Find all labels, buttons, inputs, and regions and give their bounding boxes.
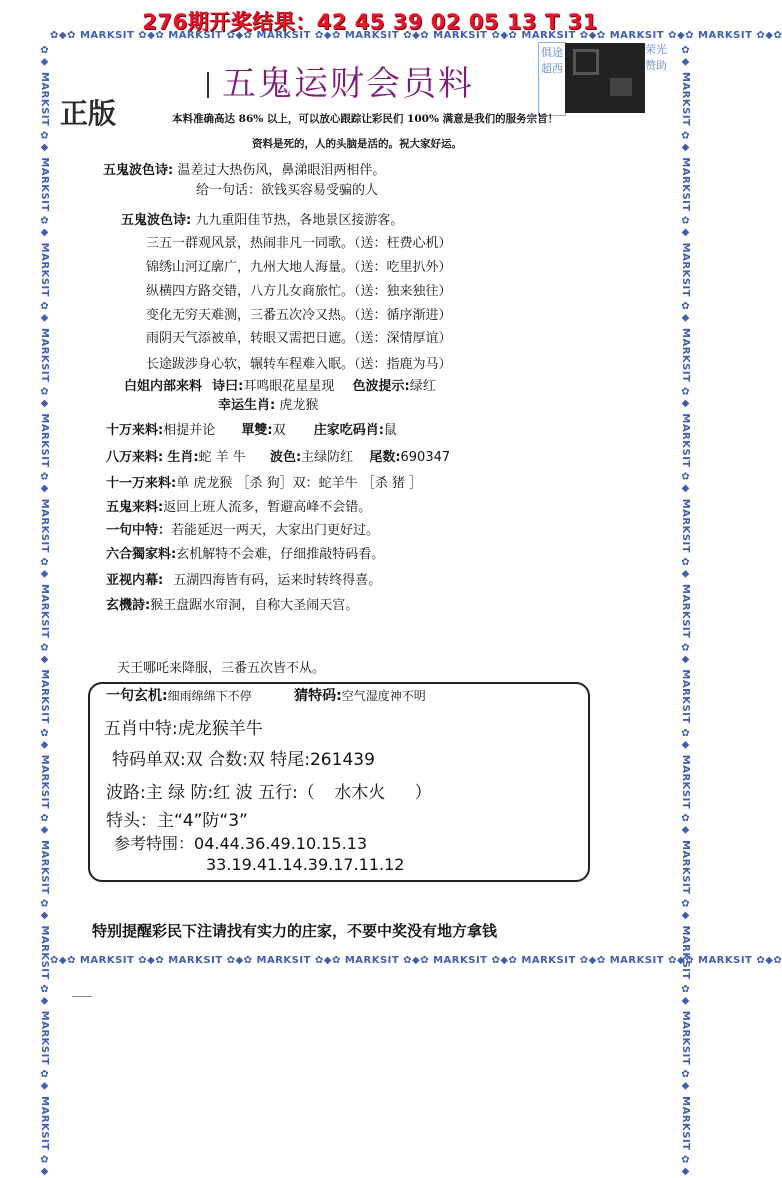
- poem1-label: 五鬼波色诗:: [103, 163, 174, 178]
- wugui-label: 五鬼来料:: [106, 500, 164, 515]
- lucky-label: 幸运生肖:: [218, 398, 276, 413]
- shiwan-row: [106, 419, 397, 438]
- baijie-poem: 耳鸣眼花星星现: [243, 379, 335, 394]
- shiyiwan-value: 单 虎龙猴 ［杀 狗］双：蛇羊牛 ［杀 猪 ］: [176, 476, 422, 491]
- bawan-label: 八万来料:: [106, 450, 164, 465]
- bawan-bs-label: 波色:: [269, 450, 302, 465]
- draw-result-banner: 276期开奖结果：42 45 39 02 05 13 T 31: [142, 10, 598, 34]
- poem2-first-line: 九九重阳佳节热，各地景区接游客。: [195, 213, 404, 228]
- liuhe-row: [106, 543, 384, 562]
- shiwan-label: 十万来料:: [106, 423, 164, 438]
- shiwan-value: 相提并论: [163, 423, 216, 438]
- page-title: 五鬼运财会员料: [222, 64, 474, 104]
- poem2-line: 三五一群观风景，热闹非凡一同歌。（送：枉费心机）: [146, 236, 452, 251]
- box-row3: 特码单双:双 合数:双 特尾:261439: [112, 750, 375, 770]
- xuanji-label: 玄機詩:: [106, 598, 151, 613]
- box-xuanji-row: [106, 685, 426, 705]
- wugui-value: 返回上班人流多，暂避高峰不会错。: [163, 500, 372, 515]
- box-row4-value: 水木火: [334, 783, 386, 803]
- title-divider: [207, 72, 209, 98]
- qr-code-image: [565, 43, 645, 113]
- box-row4-close: ）: [414, 783, 432, 803]
- bawan-ws: 690347: [400, 450, 451, 465]
- wugui-row: [106, 496, 371, 515]
- box-row4: [106, 778, 432, 803]
- yashi-value: 五湖四海皆有码，运来时转终得喜。: [173, 573, 382, 588]
- poem2-row: [121, 209, 403, 228]
- poem2-line: 雨阴天气添被单，转眼又需把日遮。（送：深情厚谊）: [146, 331, 452, 346]
- frame-top-text: ✿◆✿ MARKSIT ✿◆✿ MARKSIT ✿◆✿ MARKSIT ✿◆✿ MARKSIT ✿◆✿ MARKSIT ✿◆✿ MARKSIT ✿◆✿ MARKSIT ✿◆✿ MARKSIT ✿◆✿: [50, 30, 782, 41]
- danshuang-label: 單雙:: [241, 423, 273, 438]
- poem1-line2: 给一句话：欲钱买容易受骗的人: [196, 183, 379, 198]
- authentic-label: 正版: [60, 97, 117, 130]
- xuanji-value: 猴王盘踞水帘洞，自称大圣闹天宫。: [150, 598, 359, 613]
- bottom-reminder: 特别提醒彩民下注请找有实力的庄家，不要中奖没有地方拿钱: [92, 922, 498, 940]
- frame-left-pattern: ✿◆ MARKSIT ✿◆ MARKSIT ✿◆ MARKSIT ✿◆ MARKSIT ✿◆ MARKSIT ✿◆ MARKSIT ✿◆ MARKSIT ✿◆ MARKSIT ✿◆ MARKSIT ✿◆ MARKSIT ✿◆ MARKSIT ✿◆ MARKSIT ✿◆ MARKSIT ✿◆: [39, 45, 50, 1178]
- liuhe-value: 玄机解特不会难，仔细推敲特码看。: [176, 547, 385, 562]
- box-ref-row: [114, 831, 367, 854]
- poem2-line: 纵横四方路交错，八方儿女商旅忙。（送：独来独往）: [146, 284, 452, 299]
- box-caite-value: 空气湿度神不明: [341, 689, 426, 703]
- yiju-value: 若能延迟一两天，大家出门更好过。: [171, 523, 380, 538]
- bawan-bs: 主绿防红: [301, 450, 354, 465]
- box-row4-label: 波路:主 绿 防:红 波 五行:（: [106, 783, 315, 803]
- baijie-color-label: 色波提示:: [352, 379, 410, 394]
- zhuangjia-value: 鼠: [383, 423, 397, 438]
- extra-line: 天王哪吒来降服，三番五次皆不从。: [117, 661, 326, 676]
- yiju-row: [106, 519, 379, 538]
- yashi-row: [106, 569, 381, 588]
- shiyiwan-label: 十一万来料:: [106, 476, 177, 491]
- shiyiwan-row: [106, 472, 422, 491]
- frame-right-pattern: ✿◆ MARKSIT ✿◆ MARKSIT ✿◆ MARKSIT ✿◆ MARKSIT ✿◆ MARKSIT ✿◆ MARKSIT ✿◆ MARKSIT ✿◆ MARKSIT ✿◆ MARKSIT ✿◆ MARKSIT ✿◆ MARKSIT ✿◆ MARKSIT ✿◆ MARKSIT ✿◆: [680, 45, 691, 1178]
- poem1-row: [103, 159, 385, 178]
- box-row5: 特头：主“4”防“3”: [106, 811, 248, 831]
- baijie-row: [124, 375, 436, 394]
- side-stamp-left: 俱途超西: [538, 42, 566, 116]
- box-ref2: 33.19.41.14.39.17.11.12: [206, 855, 405, 874]
- poem1-line1: 温差过大热伤风，鼻涕眼泪两相伴。: [177, 163, 386, 178]
- danshuang-value: 双: [272, 423, 286, 438]
- zhuangjia-label: 庄家吃码肖:: [313, 423, 384, 438]
- side-stamp-right: 荣光赞助: [645, 43, 667, 72]
- poem2-line: 变化无穷天难测，三番五次冷又热。（送：循序渐进）: [146, 308, 452, 323]
- liuhe-label: 六合獨家料:: [106, 547, 177, 562]
- baijie-poem-label: 诗曰:: [212, 379, 244, 394]
- box-wuxiao: 五肖中特:虎龙猴羊牛: [104, 719, 263, 739]
- bawan-sx-label: 生肖:: [167, 450, 199, 465]
- xuanji-row: [106, 594, 358, 613]
- baijie-color: 绿红: [409, 379, 436, 394]
- poem2-line: 锦绣山河辽廓广，九州大地人海量。（送：吃里扒外）: [146, 260, 452, 275]
- box-xuanji-value: 细雨绵绵下不停: [167, 689, 252, 703]
- luck-tagline: 资料是死的，人的头脑是活的。祝大家好运。: [252, 138, 462, 150]
- baijie-label: 白姐内部来料: [124, 379, 203, 394]
- box-ref1: 04.44.36.49.10.15.13: [194, 834, 368, 853]
- box-xuanji-label: 一句玄机:: [106, 688, 168, 704]
- lucky-value: 虎龙猴: [279, 398, 319, 413]
- yiju-label: 一句中特：: [106, 523, 172, 538]
- accuracy-tagline: 本料准确高达 86% 以上，可以放心跟踪让彩民们 100% 满意是我们的服务宗旨！: [172, 113, 559, 125]
- bawan-row: [106, 446, 450, 465]
- yashi-label: 亚视内幕:: [106, 573, 164, 588]
- box-ref-label: 参考特围：: [114, 834, 195, 853]
- frame-bottom-pattern: ✿◆✿ MARKSIT ✿◆✿ MARKSIT ✿◆✿ MARKSIT ✿◆✿ MARKSIT ✿◆✿ MARKSIT ✿◆✿ MARKSIT ✿◆✿ MARKSIT ✿◆✿ MARKSIT ✿◆✿: [50, 955, 782, 966]
- footer-dash: [72, 996, 92, 997]
- poem2-label: 五鬼波色诗:: [121, 213, 192, 228]
- bawan-ws-label: 尾数:: [369, 450, 401, 465]
- lucky-row: [218, 394, 318, 413]
- poem2-line: 长途跋涉身心软，辗转车程难入眠。（送：指鹿为马）: [146, 357, 452, 372]
- frame-top-pattern: [50, 30, 782, 44]
- bawan-sx: 蛇 羊 牛: [198, 450, 246, 465]
- box-caite-label: 猜特码:: [294, 688, 342, 704]
